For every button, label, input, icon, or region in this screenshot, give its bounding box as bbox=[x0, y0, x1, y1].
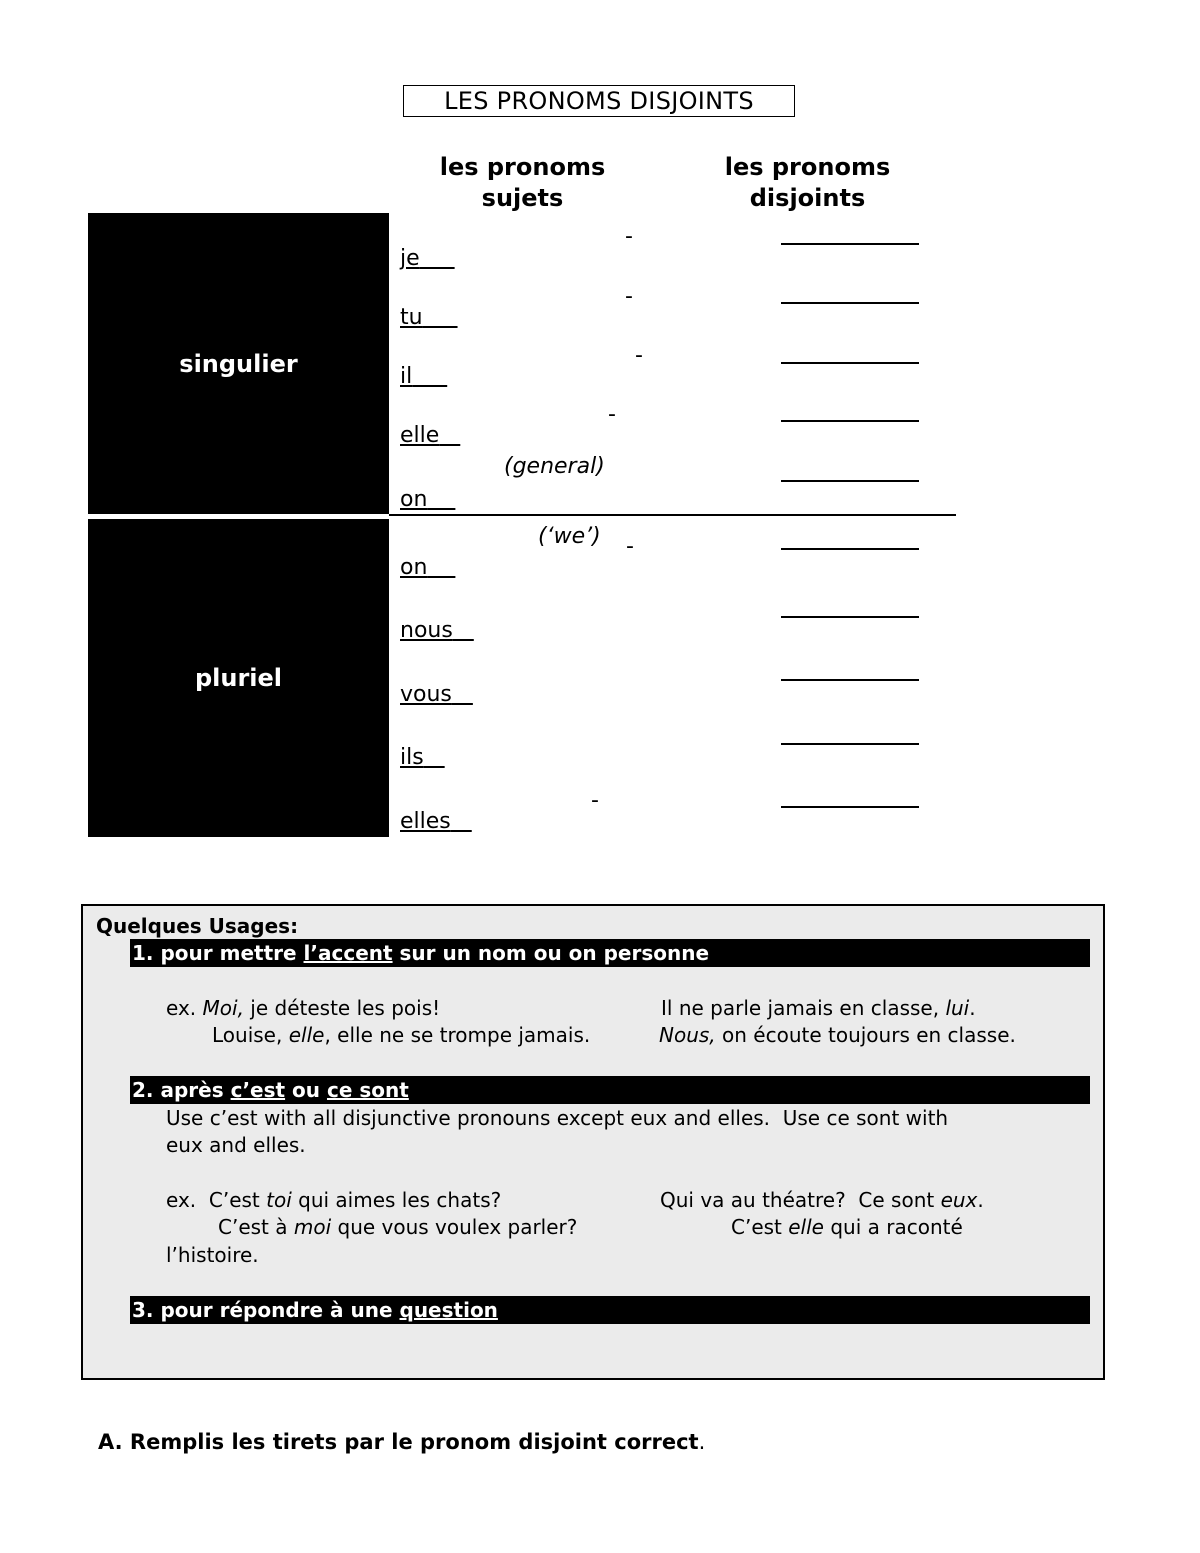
subject-pronoun-nous: nous bbox=[400, 618, 453, 643]
answer-blank[interactable] bbox=[781, 616, 919, 618]
dash-mark: - bbox=[625, 284, 633, 309]
subject-pronoun-on-general: on bbox=[400, 487, 428, 512]
usages-heading: Quelques Usages: bbox=[96, 914, 299, 938]
subject-pronoun-il: il bbox=[400, 364, 413, 389]
subject-pronoun-tu: tu bbox=[400, 305, 423, 330]
note-we: (‘we’) bbox=[538, 524, 601, 549]
usage-3-heading: 3. pour répondre à une question bbox=[130, 1296, 1090, 1324]
usage-2-explanation-line-2: eux and elles. bbox=[166, 1133, 306, 1157]
subject-pronoun-ils: ils bbox=[400, 745, 424, 770]
exercise-instruction: A. Remplis les tirets par le pronom disjoint correct. bbox=[98, 1430, 706, 1454]
column-header-disjoints: les pronoms disjoints bbox=[724, 153, 891, 212]
answer-blank[interactable] bbox=[781, 480, 919, 482]
answer-blank[interactable] bbox=[781, 302, 919, 304]
usage-2-example-3: C’est à moi que vous voulex parler? bbox=[218, 1215, 578, 1239]
dash-mark: - bbox=[608, 402, 616, 427]
usage-2-example-4-continued: l’histoire. bbox=[166, 1243, 259, 1267]
note-general: (general) bbox=[504, 454, 605, 479]
answer-blank[interactable] bbox=[781, 243, 919, 245]
dash-mark: - bbox=[591, 788, 599, 813]
page-title: LES PRONOMS DISJOINTS bbox=[403, 85, 795, 117]
subject-pronoun-on-we: on bbox=[400, 555, 428, 580]
subject-pronoun-elles: elles bbox=[400, 809, 451, 834]
usage-2-example-2: Qui va au théatre? Ce sont eux. bbox=[660, 1188, 984, 1212]
subject-pronoun-vous: vous bbox=[400, 682, 452, 707]
group-label-pluriel: pluriel bbox=[88, 519, 389, 837]
subject-pronoun-elle: elle bbox=[400, 423, 440, 448]
usage-1-example-4: Nous, on écoute toujours en classe. bbox=[659, 1023, 1016, 1047]
group-label-singulier: singulier bbox=[88, 213, 389, 514]
usage-2-explanation-line-1: Use c’est with all disjunctive pronouns except eux and elles. Use ce sont with bbox=[166, 1106, 949, 1130]
answer-blank[interactable] bbox=[781, 420, 919, 422]
subject-pronoun-je: je bbox=[400, 246, 420, 271]
answer-blank[interactable] bbox=[781, 548, 919, 550]
answer-blank[interactable] bbox=[781, 679, 919, 681]
usage-1-example-1: ex. Moi, je déteste les pois! bbox=[166, 996, 441, 1020]
dash-mark: - bbox=[625, 224, 633, 249]
answer-blank[interactable] bbox=[781, 743, 919, 745]
usage-2-example-1: ex. C’est toi qui aimes les chats? bbox=[166, 1188, 502, 1212]
dash-mark: - bbox=[626, 534, 634, 559]
dash-mark: - bbox=[635, 343, 643, 368]
usage-1-heading: 1. pour mettre l’accent sur un nom ou on personne bbox=[130, 939, 1090, 967]
usage-1-example-2: Il ne parle jamais en classe, lui. bbox=[661, 996, 976, 1020]
usage-2-example-4: C’est elle qui a raconté bbox=[731, 1215, 963, 1239]
answer-blank[interactable] bbox=[781, 362, 919, 364]
answer-blank[interactable] bbox=[781, 806, 919, 808]
usage-2-heading: 2. après c’est ou ce sont bbox=[130, 1076, 1090, 1104]
column-header-sujets: les pronoms sujets bbox=[439, 153, 606, 212]
usage-1-example-3: Louise, elle, elle ne se trompe jamais. bbox=[212, 1023, 591, 1047]
group-divider bbox=[389, 514, 956, 516]
